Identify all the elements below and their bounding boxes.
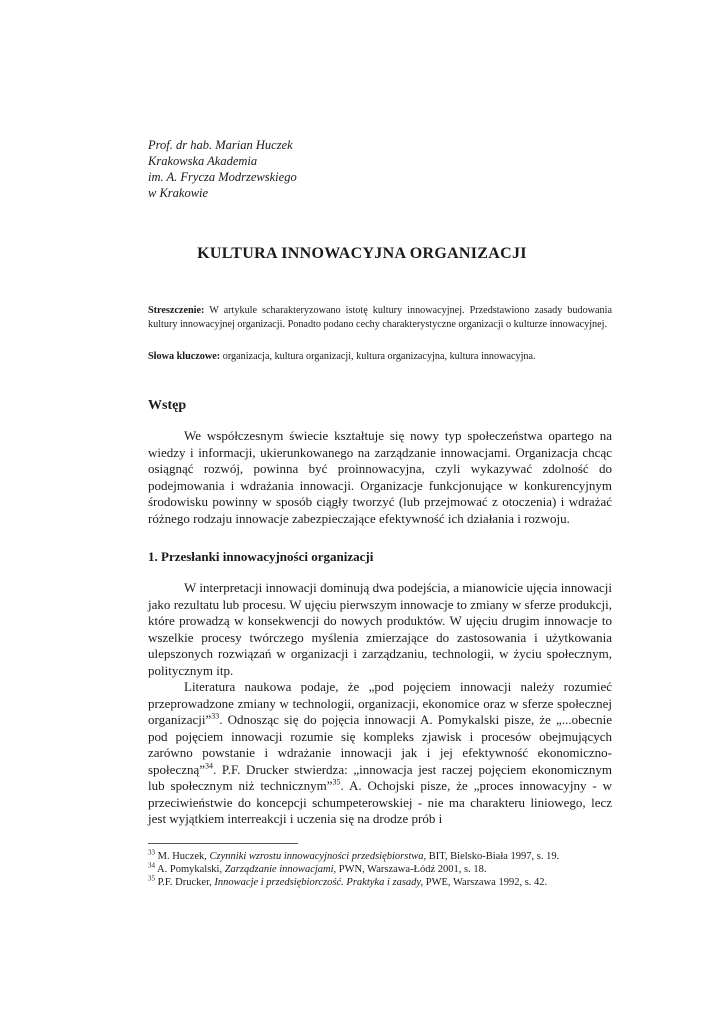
author-name: Prof. dr hab. Marian Huczek — [148, 138, 293, 152]
footnote-author: M. Huczek, — [155, 851, 210, 862]
p2-text-1: Literatura naukowa podaje, że „pod pojęciem innowacji należy rozumieć przeprowadzone zmiany w technologii, organizacji, ekonomice oraz w sferze społecznej organizacji” — [148, 679, 612, 727]
intro-paragraph: We współczesnym świecie kształtuje się nowy typ społeczeństwa opartego na wiedzy i informacji, ukierunkowanego na zarządzanie innowacjami. Organizacja chcąc osiągnąć rozwój, powinna być proinnowacyjna, czyli wykazywać zdolność do podejmowania i wdrażania innowacji. Organizacje funkcjonujące w konkurencyjnym środowisku powinny w sposób ciągły tworzyć (lub przejmować z otoczenia) i wdrażać różnego rodzaju innowacje zabezpieczające efektywność ich działania i rozwoju. — [148, 428, 612, 526]
footnote-33 — [148, 850, 618, 863]
keywords — [148, 350, 612, 364]
keywords-text: organizacja, kultura organizacji, kultura organizacyjna, kultura innowacyjna. — [220, 351, 536, 362]
footnote-ref-34: 34 — [205, 761, 214, 771]
footnote-publication: PWE, Warszawa 1992, s. 42. — [423, 877, 548, 888]
footnote-work-title: Innowacje i przedsiębiorczość. Praktyka i zasady, — [214, 877, 424, 888]
footnote-divider — [148, 843, 298, 844]
p2-text-2: . Odnosząc się do pojęcia innowacji A. Pomykalski pisze, że „...obecnie pod pojęciem innowacji rozumie się kompleks zjawisk i procesów obejmujących zarówno powstanie i wdrażanie innowacji jak i jej efektywność ekonomiczno-społeczną” — [148, 712, 612, 777]
abstract-label: Streszczenie: — [148, 305, 205, 316]
author-institution: Krakowska Akademia — [148, 154, 258, 168]
abstract-text: W artykule scharakteryzowano istotę kultury innowacyjnej. Przedstawiono zasady budowania kultury innowacyjnej organizacji. Ponadto podano cechy charakterystyczne organizacji o kulturze innowacyjnej. — [148, 305, 612, 330]
footnote-work-title: Czynniki wzrostu innowacyjności przedsiębiorstwa, — [209, 851, 427, 862]
footnote-publication: PWN, Warszawa-Łódź 2001, s. 18. — [336, 864, 487, 875]
footnotes — [148, 850, 618, 889]
footnote-author: A. Pomykalski, — [155, 864, 225, 875]
section-1-paragraph-2 — [148, 679, 612, 828]
footnote-ref-35: 35 — [332, 777, 341, 787]
footnote-number: 33 — [148, 848, 155, 857]
author-city: w Krakowie — [148, 186, 209, 200]
footnote-35 — [148, 876, 618, 889]
section-1-heading: 1. Przesłanki innowacyjności organizacji — [148, 549, 374, 564]
abstract — [148, 304, 612, 332]
author-block — [148, 137, 297, 201]
footnote-number: 35 — [148, 874, 155, 883]
footnote-author: P.F. Drucker, — [155, 877, 215, 888]
p2-text-4: . A. Ochojski pisze, że „proces innowacyjny - w przeciwieństwie do koncepcji schumpeterowskiej - nie ma charakteru liniowego, lecz jest wyjątkiem interreakcji i uczenia się na drodze prób i — [148, 778, 612, 826]
intro-heading: Wstęp — [148, 398, 187, 413]
footnote-34 — [148, 863, 618, 876]
footnote-number: 34 — [148, 861, 155, 870]
section-1-paragraph-1: W interpretacji innowacji dominują dwa podejścia, a mianowicie ujęcia innowacji jako rezultatu lub procesu. W ujęciu pierwszym innowacje to zmiany w sferze produkcji, które prowadzą w konsekwencji do nowych produktów. W ujęciu drugim innowacje to wszelkie procesy twórczego myślenia zmierzające do zastosowania i użytkowania ulepszonych rozwiązań w organizacji i zarządzaniu, technologii, w życiu społecznym, politycznym itp. — [148, 580, 612, 678]
footnote-publication: BIT, Bielsko-Biała 1997, s. 19. — [426, 851, 560, 862]
footnote-work-title: Zarządzanie innowacjami, — [224, 864, 337, 875]
footnote-ref-33: 33 — [211, 711, 220, 721]
p2-text-3: . P.F. Drucker stwierdza: „innowacja jest raczej pojęciem ekonomicznym lub społecznym niż technicznym” — [148, 761, 612, 793]
keywords-label: Słowa kluczowe: — [148, 351, 221, 362]
author-institution-name: im. A. Frycza Modrzewskiego — [148, 170, 297, 184]
article-title: KULTURA INNOWACYJNA ORGANIZACJI — [197, 245, 527, 262]
